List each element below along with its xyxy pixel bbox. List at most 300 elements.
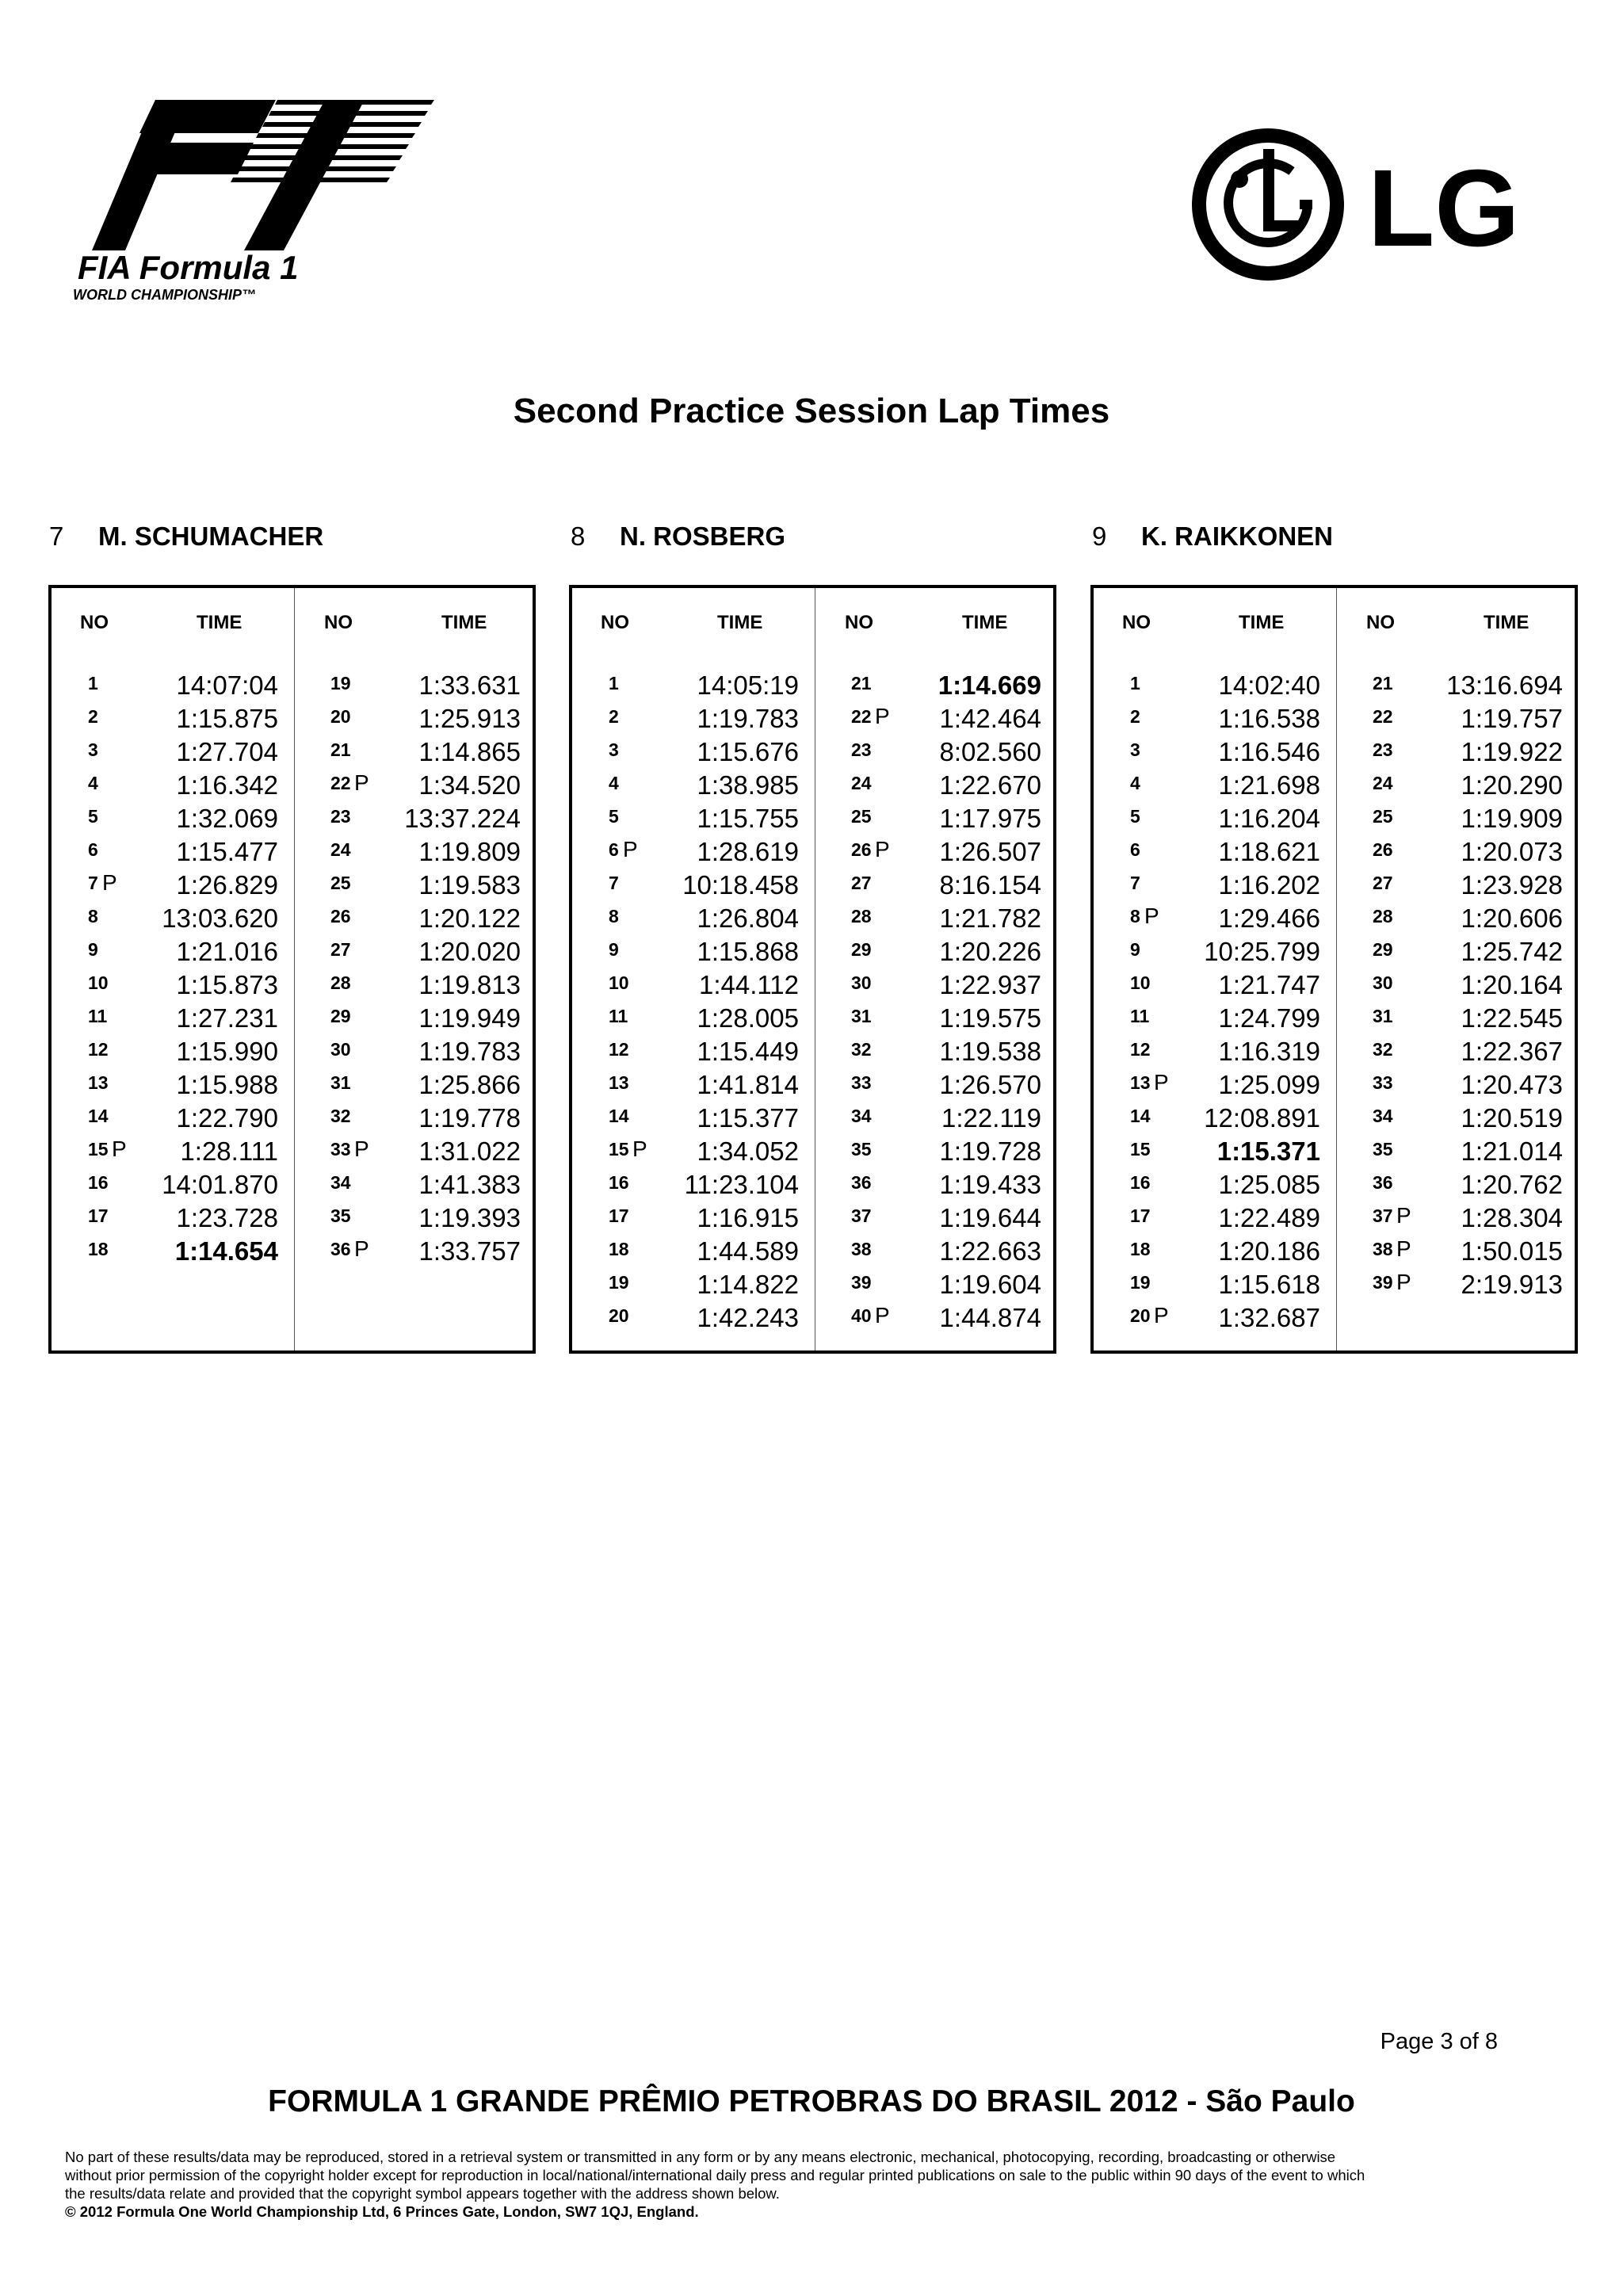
- lap-time: 1:21.014: [1461, 1137, 1563, 1166]
- lap-row: [572, 867, 815, 900]
- lap-time: 14:02:40: [1218, 670, 1320, 700]
- lap-row: [1336, 1167, 1579, 1200]
- lap-row: [1336, 800, 1579, 834]
- lap-row: [52, 1133, 294, 1167]
- lap-number: 24: [1373, 773, 1393, 793]
- disclaimer-line: No part of these results/data may be reproduced, stored in a retrieval system or transmitted in any form or by any means electronic, mechanical, photocopying, recording, broadcasting or otherwise: [65, 2149, 1336, 2165]
- lap-time: 1:22.119: [941, 1103, 1041, 1133]
- lap-time: 1:19.757: [1461, 704, 1563, 733]
- lap-row: [815, 967, 1057, 1000]
- lap-time: 1:20.290: [1461, 770, 1563, 800]
- lap-number: 9: [88, 939, 98, 960]
- lap-number: 36: [851, 1172, 872, 1193]
- lap-row: [572, 701, 815, 734]
- lap-time: 1:19.949: [418, 1003, 521, 1033]
- best-lap-time: 1:14.654: [174, 1236, 278, 1266]
- lap-number: 34: [1373, 1106, 1393, 1126]
- lap-time: 1:19.575: [939, 1003, 1041, 1033]
- lap-row: [815, 1100, 1057, 1133]
- lap-number: 27: [330, 939, 351, 960]
- pit-indicator: P: [632, 1137, 647, 1161]
- lap-time: 1:22.545: [1461, 1003, 1563, 1033]
- lap-time: 14:05:19: [697, 670, 799, 700]
- lap-time: 1:18.621: [1218, 837, 1320, 866]
- lap-number: 4: [609, 773, 619, 793]
- lap-row: [52, 1233, 294, 1266]
- lap-row: [572, 1266, 815, 1300]
- lap-number: 16: [88, 1172, 109, 1193]
- lap-number: 18: [609, 1239, 629, 1259]
- pit-indicator: P: [1154, 1070, 1169, 1095]
- lap-time: 1:22.670: [939, 770, 1041, 800]
- lap-number: 6: [88, 839, 98, 860]
- lap-time: 1:19.644: [939, 1203, 1041, 1232]
- lap-row: [572, 1100, 815, 1133]
- col-header-no: NO: [80, 612, 109, 633]
- lap-row: [1094, 1133, 1336, 1167]
- lap-number: 14: [1130, 1106, 1151, 1126]
- pit-indicator: P: [1396, 1236, 1411, 1261]
- pit-indicator: P: [1396, 1203, 1411, 1228]
- lap-number: 33: [330, 1139, 351, 1159]
- lap-row: [815, 867, 1057, 900]
- lap-row: [815, 734, 1057, 767]
- lap-time: 1:15.990: [176, 1037, 278, 1066]
- lap-time: 1:20.762: [1461, 1170, 1563, 1199]
- lap-row: [572, 1200, 815, 1233]
- lap-number: 19: [330, 673, 351, 693]
- lap-column-right: [1336, 667, 1579, 1300]
- lap-number: 35: [1373, 1139, 1393, 1159]
- lap-time: 1:25.866: [418, 1070, 521, 1099]
- lap-row: [1094, 834, 1336, 867]
- lap-row: [815, 667, 1057, 701]
- page-number: Page 3 of 8: [1380, 2029, 1498, 2054]
- lap-time: 1:19.604: [939, 1270, 1041, 1299]
- lap-row: [1094, 734, 1336, 767]
- lap-number: 10: [1130, 972, 1151, 993]
- lap-row: [815, 1000, 1057, 1033]
- lap-time: 1:20.073: [1461, 837, 1563, 866]
- lap-row: [1336, 1100, 1579, 1133]
- lap-row: [52, 734, 294, 767]
- lap-row: [294, 1133, 537, 1167]
- lap-row: [294, 900, 537, 934]
- pit-indicator: P: [354, 1137, 369, 1161]
- lap-row: [1094, 701, 1336, 734]
- f1-logo: [70, 92, 442, 314]
- lap-number: 22: [851, 706, 872, 727]
- lap-row: [1094, 900, 1336, 934]
- lap-number: 9: [1130, 939, 1140, 960]
- lap-number: 10: [609, 972, 629, 993]
- lap-time: 1:44.112: [698, 970, 799, 999]
- event-title: FORMULA 1 GRANDE PRÊMIO PETROBRAS DO BRASIL 2012 - São Paulo: [268, 2084, 1355, 2118]
- lap-time: 1:26.829: [176, 870, 278, 900]
- lap-number: 25: [851, 806, 872, 827]
- lap-row: [1094, 1233, 1336, 1266]
- lap-number: 15: [1130, 1139, 1151, 1159]
- lap-row: [1336, 1000, 1579, 1033]
- lap-row: [1336, 934, 1579, 967]
- col-header-time: TIME: [962, 612, 1008, 633]
- col-header-time: TIME: [1484, 612, 1529, 633]
- lap-row: [294, 767, 537, 800]
- lap-time: 1:16.204: [1218, 804, 1320, 833]
- lap-number: 33: [851, 1072, 872, 1093]
- lap-row: [294, 701, 537, 734]
- lap-time: 1:19.813: [418, 970, 521, 999]
- lap-number: 1: [609, 673, 619, 693]
- lap-number: 9: [609, 939, 619, 960]
- col-header-no: NO: [324, 612, 353, 633]
- lap-row: [1094, 1200, 1336, 1233]
- lap-time: 1:21.782: [939, 904, 1041, 933]
- lap-number: 20: [330, 706, 351, 727]
- col-header-no: NO: [1366, 612, 1395, 633]
- lap-row: [294, 834, 537, 867]
- lap-row: [52, 1067, 294, 1100]
- lap-column-right: [294, 667, 537, 1266]
- lap-time: 11:23.104: [684, 1170, 799, 1199]
- lap-row: [52, 867, 294, 900]
- pit-indicator: P: [875, 704, 890, 728]
- col-header-time: TIME: [1239, 612, 1285, 633]
- lap-number: 31: [1373, 1006, 1393, 1026]
- lap-number: 8: [88, 906, 98, 926]
- lap-row: [52, 967, 294, 1000]
- driver-number: 7: [49, 521, 64, 551]
- lap-time: 1:20.606: [1461, 904, 1563, 933]
- lap-row: [1094, 1266, 1336, 1300]
- lap-row: [815, 1300, 1057, 1333]
- lap-number: 13: [609, 1072, 629, 1093]
- pit-indicator: P: [875, 1303, 890, 1328]
- lap-time: 1:29.466: [1218, 904, 1320, 933]
- pit-indicator: P: [112, 1137, 127, 1161]
- lap-time: 1:20.519: [1461, 1103, 1563, 1133]
- lap-number: 38: [851, 1239, 872, 1259]
- lap-row: [572, 967, 815, 1000]
- col-header-time: TIME: [717, 612, 763, 633]
- lap-time: 1:15.868: [697, 937, 799, 966]
- lap-time: 1:15.618: [1218, 1270, 1320, 1299]
- disclaimer-line: without prior permission of the copyright holder except for reproduction in local/national/international daily press and regular printed publications on sale to the public within 90 days of the event to which: [65, 2167, 1365, 2183]
- lg-logo: [1189, 125, 1561, 284]
- lap-time: 1:19.783: [697, 704, 799, 733]
- lap-time: 1:19.538: [939, 1037, 1041, 1066]
- lap-number: 27: [1373, 873, 1393, 893]
- lap-number: 2: [88, 706, 98, 727]
- page-title: Second Practice Session Lap Times: [513, 392, 1110, 430]
- lap-number: 39: [851, 1272, 872, 1293]
- lap-number: 28: [330, 972, 351, 993]
- lap-number: 37: [1373, 1205, 1393, 1226]
- lap-number: 18: [1130, 1239, 1151, 1259]
- pit-indicator: P: [354, 770, 369, 795]
- lap-time: 1:24.799: [1218, 1003, 1320, 1033]
- lap-time: 1:14.822: [697, 1270, 799, 1299]
- lap-row: [294, 1100, 537, 1133]
- lap-row: [294, 734, 537, 767]
- lap-time: 1:26.507: [939, 837, 1041, 866]
- lap-row: [294, 1167, 537, 1200]
- lap-row: [294, 667, 537, 701]
- lap-time: 1:34.052: [697, 1137, 799, 1166]
- lap-number: 27: [851, 873, 872, 893]
- lap-row: [52, 900, 294, 934]
- disclaimer-line: the results/data relate and provided that the copyright symbol appears together with the address shown below.: [65, 2185, 780, 2202]
- lap-row: [294, 934, 537, 967]
- driver-name: N. ROSBERG: [620, 521, 786, 551]
- lap-time: 1:34.520: [418, 770, 521, 800]
- lap-time: 1:20.186: [1218, 1236, 1320, 1266]
- lap-time: 14:01.870: [162, 1170, 278, 1199]
- lap-number: 5: [609, 806, 619, 827]
- col-header-time: TIME: [197, 612, 242, 633]
- lap-time: 1:28.111: [180, 1137, 278, 1166]
- lap-number: 12: [88, 1039, 109, 1060]
- lap-time: 1:26.570: [939, 1070, 1041, 1099]
- lap-number: 7: [1130, 873, 1140, 893]
- lap-number: 32: [851, 1039, 872, 1060]
- lap-time: 1:19.778: [418, 1103, 521, 1133]
- lap-number: 19: [609, 1272, 629, 1293]
- lap-row: [1094, 1000, 1336, 1033]
- lap-row: [572, 1000, 815, 1033]
- lap-row: [1336, 1033, 1579, 1067]
- lap-number: 4: [88, 773, 98, 793]
- lap-time: 1:17.975: [939, 804, 1041, 833]
- lap-number: 29: [330, 1006, 351, 1026]
- lap-row: [572, 1033, 815, 1067]
- lap-time: 8:16.154: [939, 870, 1041, 900]
- lap-row: [1094, 667, 1336, 701]
- lap-number: 12: [609, 1039, 629, 1060]
- lap-number: 2: [1130, 706, 1140, 727]
- col-header-time: TIME: [441, 612, 487, 633]
- lap-row: [294, 867, 537, 900]
- lap-row: [572, 834, 815, 867]
- lap-row: [815, 1266, 1057, 1300]
- lap-row: [52, 1167, 294, 1200]
- lap-time: 1:21.016: [176, 937, 278, 966]
- lap-row: [1094, 800, 1336, 834]
- lap-row: [572, 667, 815, 701]
- best-lap-time: 1:14.669: [938, 670, 1041, 700]
- lap-time: 1:28.619: [697, 837, 799, 866]
- lap-row: [1336, 834, 1579, 867]
- lap-time: 14:07:04: [176, 670, 278, 700]
- lap-number: 4: [1130, 773, 1140, 793]
- lap-time: 13:16.694: [1446, 670, 1563, 700]
- lap-row: [572, 934, 815, 967]
- lap-time: 1:14.865: [418, 737, 521, 766]
- lap-time: 1:21.698: [1218, 770, 1320, 800]
- lap-row: [52, 767, 294, 800]
- lap-row: [1094, 1100, 1336, 1133]
- lap-row: [1336, 1133, 1579, 1167]
- lap-time: 1:19.783: [418, 1037, 521, 1066]
- lap-number: 6: [609, 839, 619, 860]
- lap-time: 1:27.704: [176, 737, 278, 766]
- lap-number: 32: [1373, 1039, 1393, 1060]
- lap-number: 5: [88, 806, 98, 827]
- lap-time: 1:20.020: [418, 937, 521, 966]
- lap-row: [815, 1200, 1057, 1233]
- lap-row: [1094, 934, 1336, 967]
- lap-time: 1:20.122: [418, 904, 521, 933]
- lap-row: [1336, 1200, 1579, 1233]
- lap-row: [1336, 767, 1579, 800]
- lap-time: 13:03.620: [162, 904, 278, 933]
- lap-time: 1:32.069: [176, 804, 278, 833]
- lap-number: 23: [330, 806, 351, 827]
- lap-number: 20: [1130, 1305, 1151, 1326]
- lap-row: [294, 967, 537, 1000]
- lap-row: [572, 1233, 815, 1266]
- driver-header: [1092, 521, 1333, 552]
- lap-time: 12:08.891: [1204, 1103, 1320, 1133]
- lap-times-table: [1090, 585, 1578, 1354]
- copyright-disclaimer: [65, 2148, 1571, 2221]
- lap-time: 1:22.663: [939, 1236, 1041, 1266]
- lap-row: [1094, 1033, 1336, 1067]
- lap-time: 1:19.728: [939, 1137, 1041, 1166]
- driver-name: M. SCHUMACHER: [98, 521, 324, 551]
- col-header-no: NO: [1122, 612, 1151, 633]
- lap-row: [294, 1200, 537, 1233]
- lap-row: [815, 1033, 1057, 1067]
- lap-time: 1:19.433: [939, 1170, 1041, 1199]
- lap-column-right: [815, 667, 1057, 1333]
- lap-time: 1:23.928: [1461, 870, 1563, 900]
- lap-number: 11: [609, 1006, 628, 1026]
- lap-time: 1:19.922: [1461, 737, 1563, 766]
- lap-time: 8:02.560: [939, 737, 1041, 766]
- lap-row: [1336, 734, 1579, 767]
- lap-number: 28: [851, 906, 872, 926]
- lap-row: [294, 1233, 537, 1266]
- lap-time: 1:25.085: [1218, 1170, 1320, 1199]
- lap-row: [294, 800, 537, 834]
- lap-number: 13: [1130, 1072, 1151, 1093]
- lap-row: [572, 1300, 815, 1333]
- lap-time: 1:27.231: [176, 1003, 278, 1033]
- lap-number: 17: [1130, 1205, 1151, 1226]
- lap-number: 36: [330, 1239, 351, 1259]
- lap-row: [815, 934, 1057, 967]
- lap-row: [572, 1167, 815, 1200]
- lap-number: 1: [88, 673, 98, 693]
- lap-number: 12: [1130, 1039, 1151, 1060]
- pit-indicator: P: [875, 837, 890, 861]
- lap-number: 7: [609, 873, 619, 893]
- lap-number: 11: [1130, 1006, 1150, 1026]
- lap-number: 15: [609, 1139, 629, 1159]
- lap-row: [572, 900, 815, 934]
- driver-name: K. RAIKKONEN: [1141, 521, 1334, 551]
- lap-row: [572, 767, 815, 800]
- lap-number: 26: [851, 839, 872, 860]
- lap-number: 31: [330, 1072, 351, 1093]
- f1-logo-text: FIA Formula 1: [78, 249, 299, 286]
- lap-number: 10: [88, 972, 109, 993]
- lap-row: [1336, 667, 1579, 701]
- lap-row: [1094, 1300, 1336, 1333]
- lap-number: 38: [1373, 1239, 1393, 1259]
- lap-number: 21: [330, 739, 351, 760]
- lap-row: [52, 1100, 294, 1133]
- lap-number: 30: [1373, 972, 1393, 993]
- lap-number: 33: [1373, 1072, 1393, 1093]
- lap-row: [815, 767, 1057, 800]
- lap-time: 1:41.814: [697, 1070, 799, 1099]
- lap-number: 11: [88, 1006, 108, 1026]
- lap-number: 40: [851, 1305, 872, 1326]
- lap-time: 1:15.449: [697, 1037, 799, 1066]
- lap-time: 1:42.243: [697, 1303, 799, 1332]
- best-lap-time: 1:15.371: [1216, 1137, 1320, 1166]
- lap-time: 1:16.538: [1218, 704, 1320, 733]
- lap-time: 1:42.464: [939, 704, 1041, 733]
- lap-column-left: [1094, 667, 1336, 1333]
- lap-number: 24: [851, 773, 872, 793]
- lap-time: 10:25.799: [1204, 937, 1320, 966]
- lap-row: [815, 701, 1057, 734]
- lap-time: 1:20.226: [939, 937, 1041, 966]
- lap-number: 23: [851, 739, 872, 760]
- lap-number: 3: [609, 739, 619, 760]
- lap-row: [572, 734, 815, 767]
- lap-row: [1336, 967, 1579, 1000]
- lap-time: 1:33.631: [418, 670, 521, 700]
- lap-time: 1:25.913: [418, 704, 521, 733]
- lap-row: [52, 800, 294, 834]
- lg-logo-text: LG: [1368, 147, 1520, 269]
- lap-time: 1:16.342: [176, 770, 278, 800]
- lap-time: 1:32.687: [1218, 1303, 1320, 1332]
- lap-time: 1:22.937: [939, 970, 1041, 999]
- lap-number: 21: [851, 673, 872, 693]
- copyright-notice: © 2012 Formula One World Championship Ltd, 6 Princes Gate, London, SW7 1QJ, England.: [65, 2203, 699, 2220]
- lap-row: [294, 1067, 537, 1100]
- lap-row: [1336, 1067, 1579, 1100]
- lap-number: 14: [609, 1106, 629, 1126]
- lap-number: 18: [88, 1239, 109, 1259]
- lap-time: 2:19.913: [1461, 1270, 1563, 1299]
- lap-time: 1:16.546: [1218, 737, 1320, 766]
- driver-number: 8: [571, 521, 586, 551]
- lap-time: 1:19.809: [418, 837, 521, 866]
- driver-header: [49, 521, 323, 552]
- lap-time: 1:20.473: [1461, 1070, 1563, 1099]
- lap-row: [52, 1200, 294, 1233]
- lap-row: [1094, 867, 1336, 900]
- lap-number: 5: [1130, 806, 1140, 827]
- lap-row: [1336, 1266, 1579, 1300]
- lap-time: 1:25.099: [1218, 1070, 1320, 1099]
- lap-row: [1336, 701, 1579, 734]
- lap-number: 20: [609, 1305, 629, 1326]
- lap-time: 1:22.790: [176, 1103, 278, 1133]
- lap-number: 22: [330, 773, 351, 793]
- driver-header: [571, 521, 785, 552]
- lap-number: 34: [851, 1106, 872, 1126]
- pit-indicator: P: [1144, 904, 1159, 928]
- lap-row: [1094, 1067, 1336, 1100]
- lap-row: [815, 1067, 1057, 1100]
